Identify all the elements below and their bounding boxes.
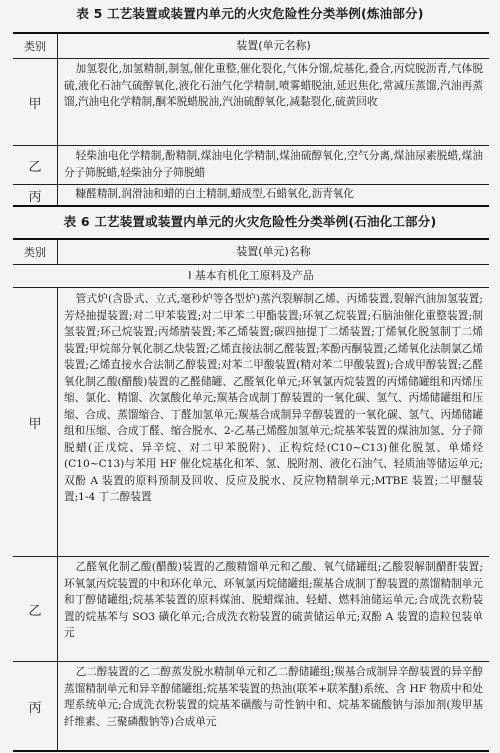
table5-header-category: 类别 — [13, 34, 58, 58]
content-cell: 轻柴油电化学精制,酚精制,煤油电化学精制,煤油硫醇氧化,空气分离,煤油尿素脱蜡,煤油分子筛脱蜡,轻柴油分子筛脱蜡 — [64, 150, 483, 179]
table6-caption: 表 6 工艺装置或装置内单元的火灾危险性分类举例(石油化工部分) — [63, 214, 437, 229]
category-cell: 丙 — [13, 185, 58, 205]
table-row — [13, 184, 489, 205]
table-row — [13, 145, 489, 184]
table6 — [13, 238, 489, 752]
table5-header-row — [13, 34, 489, 58]
content-cell: 加氢裂化,加氢精制,制氢,催化重整,催化裂化,气体分馏,烷基化,叠合,丙烷脱沥青,气体脱硫,液化石油气硫醇氧化,液化石油气化学精制,喷雾蜡脱油,延迟焦化,常减压蒸馏,汽油再蒸馏,汽油电化学精制,酮苯脱蜡脱油,汽油硫醇氧化,减黏裂化,硫黄回收 — [64, 63, 483, 108]
table6-header-row — [13, 240, 489, 264]
content-cell: 糠醛精制,润滑油和蜡的白土精制,蜡成型,石蜡氧化,沥青氧化 — [75, 188, 354, 200]
category-cell: 乙 — [13, 557, 58, 661]
table-row — [13, 287, 489, 556]
section-title: Ⅰ 基本有机化工原料及产品 — [188, 268, 314, 282]
category-cell: 甲 — [13, 288, 58, 556]
table5-header-name: 装置(单元名称) — [236, 38, 311, 52]
section-row — [13, 264, 489, 287]
table5-caption: 表 5 工艺装置或装置内单元的火灾危险性分类举例(炼油部分) — [76, 6, 424, 21]
table-row — [13, 556, 489, 661]
content-cell: 乙二醇装置的乙二醇蒸发脱水精制单元和乙二醇储罐组;羰基合成制异辛醇装置的异辛醇蒸馏精制单元和异辛醇储罐组;烷基苯装置的热油(联苯+联苯醚)系统、含 HF 物质中和处理系统单元;合成洗衣粉装置的烷基苯磺酸与苛性钠中和、烷基苯硫酸钠与添加剂(羧甲基纤维素、三聚磷酸钠等)合成单元 — [64, 666, 483, 728]
content-cell: 乙醛氧化制乙酸(醋酸)装置的乙酸精馏单元和乙酸、氧气储罐组;乙酸裂解制醋酐装置;环氧氯丙烷装置的中和环化单元、环氧氯丙烷储罐组;羰基合成制丁醇装置的蒸馏精制单元和丁醇储罐组;烷基苯装置的原料煤油、脱蜡煤油、轻蜡、燃料油储运单元;合成洗衣粉装置的烷基苯与 SO3 磺化单元;合成洗衣粉装置的硫黄储运单元;双酚 A 装置的造粒包装单元 — [64, 561, 483, 639]
table6-header-category: 类别 — [13, 240, 58, 264]
table-row — [13, 661, 489, 750]
category-cell: 甲 — [13, 59, 58, 145]
content-cell: 管式炉(含卧式、立式,毫秒炉等各型炉)蒸汽裂解制乙烯、丙烯装置,裂解汽油加氢装置;芳烃抽提装置;对二甲苯装置;对二甲苯二甲酯装置;环氧乙烷装置;石脑油催化重整装置;制氢装置;环己烷装置;丙烯腈装置;苯乙烯装置;碳四抽提丁二烯装置;丁烯氧化脱氢制丁二烯装置;甲烷部分氧化制乙炔装置;乙烯直接法制乙醛装置;苯酚丙酮装置;乙烯氧化法制氯乙烯装置;乙烯直接水合法制乙醇装置;对苯二甲酸装置(精对苯二甲酸装置);合成甲醇装置;乙醛氧化制乙酸(醋酸)装置的乙醛储罐、乙醛氧化单元;环氧氯丙烷装置的丙烯储罐组和丙烯压缩、氯化、精馏、次氯酸化单元;羰基合成制丁醇装置的一氧化碳、氢气、丙烯储罐组和压缩、合成、蒸馏缩合、丁醛加氢单元;羰基合成制异辛醇装置的一氧化碳、氢气、丙烯储罐组和压缩、合成丁醛、缩合脱水、2-乙基己烯醛加氢单元;烷基苯装置的煤油加氢、分子筛脱蜡(正戊烷、异辛烷、对二甲苯脱附)、正构烷烃(C10~C13)催化脱氢、单烯烃(C10~C13)与苯用 HF 催化烷基化和苯、氢、脱附剂、液化石油气、轻质油等储运单元;双酚 A 装置的原料预制及回收、反应及脱水、反应物精制单元;MTBE 装置;二甲醚装置;1-4 丁二醇装置 — [64, 293, 483, 503]
category-cell: 乙 — [13, 146, 58, 184]
table-row — [13, 58, 489, 145]
table5 — [13, 32, 489, 207]
table6-header-name: 装置(单元)名称 — [236, 244, 311, 258]
category-cell: 丙 — [13, 662, 58, 750]
